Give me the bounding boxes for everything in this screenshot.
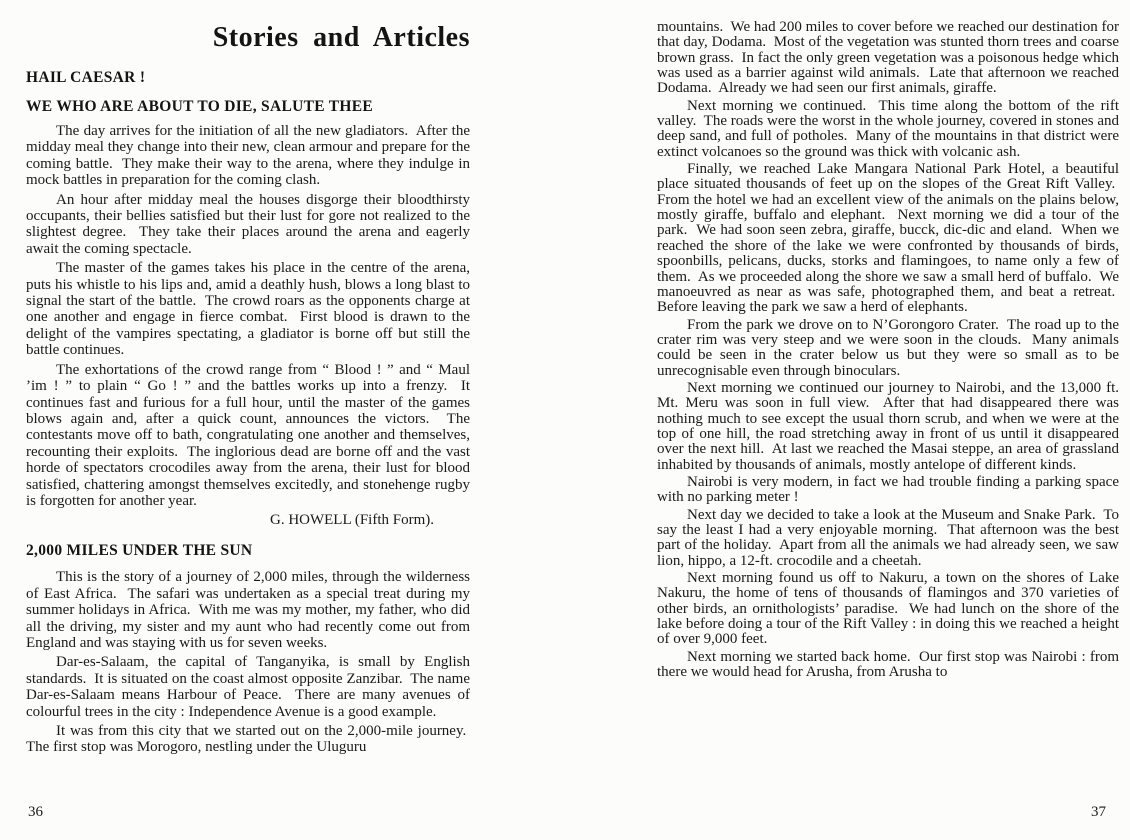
page-title: Stories and Articles (212, 22, 470, 53)
paragraph: Next day we decided to take a look at the Museum and Snake Park. To say the least I had a very enjoyable morning. That afternoon was the best part of the holiday. Apart from all the animals we had already seen, we saw lion, hippo, a 12-ft. crocodile and a cheetah. (657, 506, 1119, 569)
byline: G. HOWELL (Fifth Form). (269, 512, 434, 529)
page-number-right: 37 (1091, 804, 1106, 820)
paragraph: This is the story of a journey of 2,000 miles, through the wilderness of East Africa. The safari was undertaken as a special treat during my summer holidays in Africa. With me was my mother, my father, who did all the driving, my sister and my aunt who had recently come out from England and was staying with us for seven weeks. (26, 569, 470, 651)
paragraph: Dar-es-Salaam, the capital of Tanganyika, is small by English standards. It is situated on the coast almost opposite Zanzibar. The name Dar-es-Salaam means Harbour of Peace. There are many avenues of colourful trees in the city : Independence Avenue is a good example. (26, 654, 470, 720)
paragraph: Next morning we started back home. Our first stop was Nairobi : from there we would head for Arusha, from Arusha to (657, 648, 1119, 681)
story1-heading: HAIL CAESAR ! (26, 69, 146, 86)
paragraph: Nairobi is very modern, in fact we had trouble finding a parking space with no parking meter ! (657, 473, 1119, 506)
paragraph: The exhortations of the crowd range from “ Blood ! ” and “ Maul ’im ! ” to plain “ Go ! ” and the battles works up into a frenzy. It continues fast and furious for a full hour, until the master of the games blows again and, after a quick count, announces the victors. The contestants move off to bath, congratulating one another and themselves, recounting their exploits. The inglorious dead are borne off and the vast horde of spectators crocodiles away from the arena, their lust for blood satisfied, chattering amongst themselves excitedly, and stonehenge rugby is forgotten for another year. (26, 361, 470, 509)
story2-heading: 2,000 MILES UNDER THE SUN (26, 542, 253, 560)
paragraph: Finally, we reached Lake Mangara National Park Hotel, a beautiful place situated thousands of feet up on the slopes of the Great Rift Valley. From the hotel we had an excellent view of the animals on the plains below, mostly giraffe, buffalo and elephant. Next morning we did a tour of the park. We had soon seen zebra, giraffe, bucck, dic-dic and eland. When we reached the shore of the lake we were confronted by thousands of birds, spoonbills, pelicans, ducks, storks and flamingoes, to name only a few of them. As we proceeded along the shore we saw a small herd of buffalo. We manoeuvred as near as was safe, photographed them, and beat a retreat. Before leaving the park we saw a herd of elephants. (657, 161, 1119, 316)
paragraph: Next morning found us off to Nakuru, a town on the shores of Lake Nakuru, the home of tens of thousands of flamingos and 370 varieties of other birds, an ornithologists’ paradise. We had lunch on the shore of the lake before doing a tour of the Rift Valley : in doing this we reached a height of over 9,000 feet. (657, 570, 1119, 648)
paragraph: The master of the games takes his place in the centre of the arena, puts his whistle to his lips and, amid a deathly hush, blows a long blast to signal the start of the battle. The crowd roars as the opponents charge at one another and engage in fierce combat. First blood is drawn to the delight of the vampires spectating, a gladiator is borne off but still the battle continues. (26, 260, 470, 359)
right-page (657, 0, 1119, 682)
paragraph: From the park we drove on to N’Gorongoro Crater. The road up to the crater rim was very steep and we were soon in the clouds. Many animals could be seen in the crater below us but they were so small as to be unrecognisable even through binoculars. (657, 316, 1119, 379)
paragraph-continuation: mountains. We had 200 miles to cover before we reached our destination for that day, Dodama. Most of the vegetation was stunted thorn trees and coarse brown grass. In fact the only green vegetation was a poisonous hedge which was used as a barrier against wild animals. Late that afternoon we reached Dodama. Already we had seen our first animals, giraffe. (657, 19, 1119, 97)
story1-subheading: WE WHO ARE ABOUT TO DIE, SALUTE THEE (26, 98, 374, 115)
paragraph: Next morning we continued our journey to Nairobi, and the 13,000 ft. Mt. Meru was soon in full view. After that had disappeared there was nothing much to see except the usual thorn scrub, and when we were at the top of one hill, the road stretching away in front of us until it disappeared over the next hill. At last we reached the Masai steppe, an area of grassland inhabited by thousands of animals, mostly antelope of different kinds. (657, 379, 1119, 473)
paragraph: Next morning we continued. This time along the bottom of the rift valley. The roads were the worst in the whole journey, covered in stones and deep sand, and full of potholes. Many of the mountains in that district were extinct volcanoes so the ground was thick with volcanic ash. (657, 97, 1119, 160)
paragraph: The day arrives for the initiation of all the new gladiators. After the midday meal they change into their new, clean armour and prepare for the coming battle. They make their way to the arena, where they indulge in mock battles in preparation for the coming clash. (26, 123, 470, 189)
paragraph: It was from this city that we started out on the 2,000-mile journey. The first stop was Morogoro, nestling under the Uluguru (26, 723, 470, 756)
page-number-left: 36 (28, 804, 43, 820)
left-page (26, 0, 470, 759)
paragraph: An hour after midday meal the houses disgorge their bloodthirsty occupants, their bellies satisfied but their lust for gore not realized to the slightest degree. They take their places around the arena and eagerly await the coming spectacle. (26, 191, 470, 257)
